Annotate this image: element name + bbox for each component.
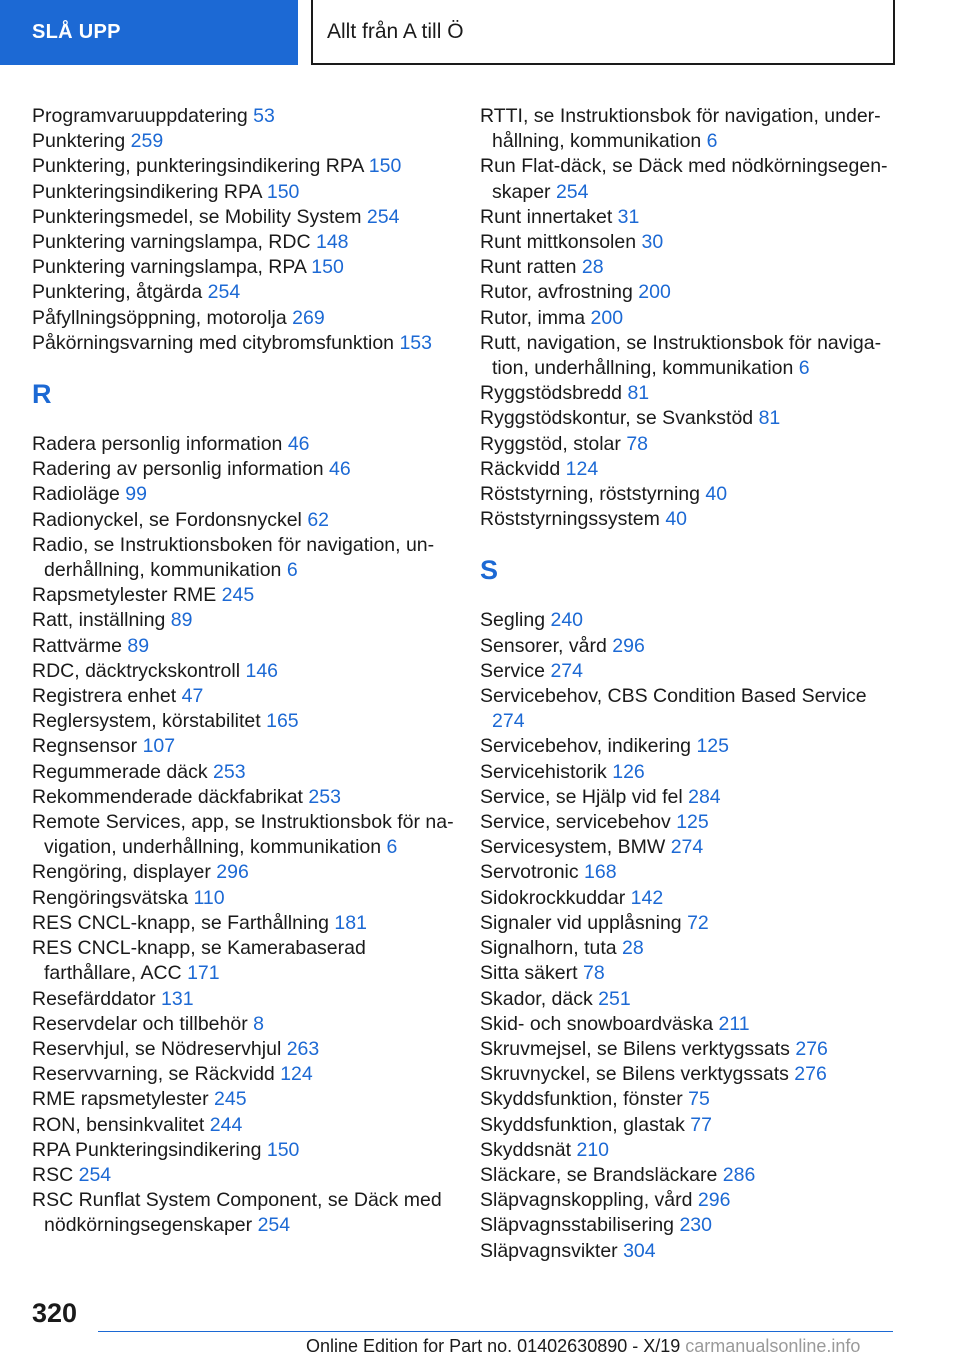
page-link[interactable]: 153 bbox=[399, 331, 432, 354]
index-entry bbox=[32, 608, 462, 633]
index-entry-text: RON, bensinkvalitet bbox=[32, 1113, 205, 1136]
index-entry bbox=[32, 860, 462, 885]
page-link[interactable]: 6 bbox=[286, 559, 298, 582]
index-entry bbox=[480, 734, 900, 759]
index-entry bbox=[32, 255, 462, 280]
index-entry-text: Radera personlig information bbox=[32, 433, 283, 456]
page-link[interactable]: 72 bbox=[687, 911, 709, 934]
page-link[interactable]: 263 bbox=[286, 1037, 320, 1060]
page-link[interactable]: 8 bbox=[253, 1012, 264, 1035]
index-entry bbox=[480, 255, 900, 280]
page-link[interactable]: 245 bbox=[214, 1088, 247, 1111]
page-number: 320 bbox=[32, 1298, 78, 1328]
index-entry-text: Rutt, navigation, se Instruktionsbok för navigation, underhållning, kommunikation bbox=[480, 331, 882, 380]
index-entry-text: Radio, se Instruktionsboken för navigation, underhållning, kommunikation bbox=[32, 533, 435, 582]
index-entry bbox=[480, 1062, 900, 1087]
index-entry-text: Servicehistorik bbox=[480, 760, 607, 783]
index-entry-text: Radering av personlig information bbox=[32, 458, 324, 481]
index-entry-text: Röststyrning, röststyrning bbox=[480, 483, 700, 506]
index-entry-text: Radioläge bbox=[32, 483, 120, 506]
index-letter-heading: S bbox=[480, 555, 499, 586]
index-column-right bbox=[480, 104, 900, 1264]
page-link[interactable]: 259 bbox=[130, 130, 164, 153]
page-link[interactable]: 240 bbox=[550, 609, 584, 632]
index-entry-text: Radionyckel, se Fordonsnyckel bbox=[32, 508, 302, 531]
page-link[interactable]: 40 bbox=[705, 483, 728, 506]
page-link[interactable]: 296 bbox=[216, 861, 249, 884]
index-entry bbox=[480, 936, 900, 961]
index-entry bbox=[32, 129, 462, 154]
index-entry-text: Punkteringsindikering RPA bbox=[32, 180, 262, 203]
index-entry-text: Skyddsfunktion, glastak bbox=[480, 1113, 685, 1136]
page-link[interactable]: 200 bbox=[638, 281, 671, 304]
index-entry-text: RME rapsmetylester bbox=[32, 1088, 209, 1111]
page-link[interactable]: 168 bbox=[584, 861, 617, 884]
index-entry-text: Regummerade däck bbox=[32, 760, 208, 783]
footer-rule bbox=[98, 1331, 893, 1332]
index-entry bbox=[32, 1163, 462, 1188]
index-entry bbox=[480, 987, 900, 1012]
index-entry bbox=[480, 331, 900, 381]
index-entry bbox=[32, 1012, 462, 1037]
page-link[interactable]: 75 bbox=[688, 1088, 710, 1111]
index-entry-text: Reservvarning, se Räckvidd bbox=[32, 1063, 275, 1086]
page-link[interactable]: 89 bbox=[170, 609, 193, 632]
page-link[interactable]: 28 bbox=[581, 256, 604, 279]
page-link[interactable]: 46 bbox=[287, 433, 310, 456]
page-link[interactable]: 125 bbox=[676, 811, 709, 834]
index-entry bbox=[480, 961, 900, 986]
index-entry-text: Punktering varningslampa, RPA bbox=[32, 256, 306, 279]
page-link[interactable]: 81 bbox=[627, 382, 650, 405]
page-link[interactable]: 107 bbox=[142, 735, 176, 758]
page-link[interactable]: 254 bbox=[366, 205, 400, 228]
index-entry-text: Rutor, imma bbox=[480, 306, 586, 329]
index-entry-text: Sensorer, vård bbox=[480, 634, 607, 657]
index-entry-text: Rapsmetylester RME bbox=[32, 584, 217, 607]
index-entry-text: Reservhjul, se Nödreservhjul bbox=[32, 1037, 282, 1060]
index-entry bbox=[32, 331, 462, 356]
index-entry-text: Remote Services, app, se Instruktionsbok för navigation, underhållning, kommunikation bbox=[32, 811, 454, 859]
index-entry-text: Punktering, punkteringsindikering RPA bbox=[32, 155, 364, 178]
index-entry bbox=[480, 886, 900, 911]
page-link[interactable]: 131 bbox=[161, 987, 194, 1010]
page-link[interactable]: 77 bbox=[690, 1113, 712, 1136]
index-entry bbox=[480, 205, 900, 230]
index-entry-text: RPA Punkteringsindikering bbox=[32, 1138, 262, 1161]
index-entry-text: Ryggstöd, stolar bbox=[480, 432, 621, 455]
page-link[interactable]: 211 bbox=[718, 1012, 750, 1035]
page-link[interactable]: 251 bbox=[598, 987, 631, 1010]
page-link[interactable]: 181 bbox=[334, 911, 367, 934]
index-entry bbox=[32, 659, 462, 684]
page-link[interactable]: 253 bbox=[308, 785, 341, 808]
index-entry bbox=[32, 533, 462, 583]
index-entry bbox=[480, 835, 900, 860]
index-entry bbox=[480, 104, 900, 154]
page-link[interactable]: 146 bbox=[245, 659, 279, 682]
page-link[interactable]: 276 bbox=[795, 1037, 828, 1060]
index-entry-text: Resefärddator bbox=[32, 987, 156, 1010]
index-entry bbox=[32, 230, 462, 255]
index-entry bbox=[480, 634, 900, 659]
index-entry bbox=[480, 280, 900, 305]
page-link[interactable]: 254 bbox=[78, 1163, 112, 1186]
index-entry-text: Ryggstödsbredd bbox=[480, 382, 623, 405]
page-link[interactable]: 30 bbox=[641, 231, 664, 254]
index-entry bbox=[480, 1012, 900, 1037]
index-entry bbox=[32, 684, 462, 709]
index-entry-text: Räckvidd bbox=[480, 457, 561, 480]
index-entry-text: Run Flat-däck, se Däck med nödkörningsegenskaper bbox=[480, 155, 888, 203]
index-entry-text: Släpvagnsstabilisering bbox=[480, 1214, 675, 1237]
index-entry-text: Runt ratten bbox=[480, 256, 577, 279]
index-entry-text: RSC bbox=[32, 1163, 74, 1186]
index-entry-text: RTTI, se Instruktionsbok för navigation, underhållning, kommunikation bbox=[480, 105, 881, 153]
index-entry-text: Röststyrningssystem bbox=[480, 508, 660, 531]
page-link[interactable]: 274 bbox=[492, 710, 525, 733]
page-link[interactable]: 47 bbox=[181, 685, 204, 708]
page-link[interactable]: 78 bbox=[582, 962, 605, 985]
index-entry-text: Reservdelar och tillbehör bbox=[32, 1012, 248, 1035]
page-link[interactable]: 244 bbox=[209, 1113, 243, 1136]
index-entry-text: Sidokrockkuddar bbox=[480, 886, 626, 909]
index-entry-text: Runt innertaket bbox=[480, 205, 613, 228]
page-link[interactable]: 150 bbox=[266, 1138, 300, 1161]
index-entry-text: Registrera enhet bbox=[32, 685, 177, 708]
page-link[interactable]: 274 bbox=[550, 659, 583, 682]
page-link[interactable]: 126 bbox=[612, 760, 645, 783]
index-entry-text: RSC Runflat System Component, se Däck med nödkörningsegenskaper bbox=[32, 1189, 442, 1237]
page-link[interactable]: 254 bbox=[257, 1214, 291, 1237]
index-entry bbox=[480, 1213, 900, 1238]
page-link[interactable]: 28 bbox=[622, 937, 644, 960]
index-entry-text: Påfyllningsöppning, motorolja bbox=[32, 306, 287, 329]
index-entry bbox=[32, 104, 462, 129]
page-link[interactable]: 99 bbox=[125, 483, 147, 506]
index-entry bbox=[32, 205, 462, 230]
index-entry bbox=[32, 1138, 462, 1163]
index-entry bbox=[480, 810, 900, 835]
page-link[interactable]: 245 bbox=[221, 584, 255, 607]
index-entry-text: Ryggstödskontur, se Svankstöd bbox=[480, 407, 754, 430]
index-entry bbox=[480, 911, 900, 936]
index-entry bbox=[480, 507, 900, 532]
index-column-left bbox=[32, 104, 462, 1239]
index-entry-text: Skid- och snowboardväska bbox=[480, 1012, 714, 1035]
index-entry bbox=[480, 457, 900, 482]
index-entry bbox=[32, 1113, 462, 1138]
page-link[interactable]: 6 bbox=[386, 836, 398, 859]
site-watermark: carmanualsonline.info bbox=[685, 1336, 861, 1356]
chapter-title-box bbox=[311, 0, 895, 65]
index-entry bbox=[32, 760, 462, 785]
page-link[interactable]: 148 bbox=[315, 231, 349, 254]
index-entry bbox=[32, 583, 462, 608]
index-entry bbox=[32, 911, 462, 936]
index-entry bbox=[480, 608, 900, 633]
index-entry-text: RES CNCL-knapp, se Kamerabaserad farthållare, ACC bbox=[32, 937, 366, 985]
index-entry bbox=[32, 1037, 462, 1062]
index-entry bbox=[32, 886, 462, 911]
index-entry-text: Skruvmejsel, se Bilens verktygssats bbox=[480, 1037, 790, 1060]
index-entry-text: Rattvärme bbox=[32, 634, 122, 657]
index-entry bbox=[32, 508, 462, 533]
index-entry bbox=[480, 1188, 900, 1213]
index-entry-text: Servicesystem, BMW bbox=[480, 836, 666, 859]
index-entry-text: Rutor, avfrostning bbox=[480, 281, 633, 304]
index-entry bbox=[480, 760, 900, 785]
index-entry-text: Segling bbox=[480, 609, 546, 632]
index-entry-text: Skyddsfunktion, fönster bbox=[480, 1088, 683, 1111]
page-link[interactable]: 171 bbox=[187, 962, 220, 985]
index-entry-text: Servotronic bbox=[480, 861, 579, 884]
index-entry-text: Släpvagnskoppling, vård bbox=[480, 1189, 693, 1212]
index-entry-text: Rengöringsvätska bbox=[32, 886, 189, 909]
index-entry bbox=[480, 1138, 900, 1163]
index-entry-text: Punktering bbox=[32, 130, 126, 153]
page-link[interactable]: 150 bbox=[368, 155, 402, 178]
index-entry bbox=[32, 1062, 462, 1087]
page-link[interactable]: 53 bbox=[253, 105, 275, 127]
page-link[interactable]: 150 bbox=[266, 180, 300, 203]
index-entry-text: Rengöring, displayer bbox=[32, 861, 211, 884]
page-link[interactable]: 78 bbox=[626, 432, 649, 455]
index-entry bbox=[32, 734, 462, 759]
index-entry-text: Service, servicebehov bbox=[480, 811, 671, 834]
index-entry-text: Sitta säkert bbox=[480, 962, 578, 985]
index-entry bbox=[480, 684, 900, 734]
section-tab bbox=[0, 0, 298, 65]
index-entry bbox=[32, 180, 462, 205]
page-link[interactable]: 125 bbox=[696, 735, 729, 758]
page-link[interactable]: 150 bbox=[311, 256, 344, 279]
page-link[interactable]: 89 bbox=[127, 634, 150, 657]
index-entry bbox=[480, 1239, 900, 1264]
index-entry bbox=[32, 634, 462, 659]
index-entry bbox=[32, 810, 462, 860]
page-link[interactable]: 6 bbox=[706, 130, 718, 153]
page-link[interactable]: 210 bbox=[576, 1138, 610, 1161]
index-entry bbox=[480, 659, 900, 684]
index-entry bbox=[32, 709, 462, 734]
index-entry-text: Servicebehov, indikering bbox=[480, 735, 692, 758]
edition-text: Online Edition for Part no. 01402630890 - X/19 bbox=[306, 1336, 681, 1356]
page-link[interactable]: 254 bbox=[555, 180, 589, 203]
index-entry bbox=[32, 482, 462, 507]
index-entry bbox=[480, 1163, 900, 1188]
index-entry-text: Runt mittkonsolen bbox=[480, 231, 637, 254]
index-entry bbox=[32, 306, 462, 331]
page-link[interactable]: 46 bbox=[329, 458, 351, 481]
chapter-title: Allt från A till Ö bbox=[327, 19, 464, 43]
page-link[interactable]: 124 bbox=[565, 457, 599, 480]
page-link[interactable]: 296 bbox=[697, 1189, 731, 1212]
page-link[interactable]: 6 bbox=[798, 357, 810, 380]
page-link[interactable]: 254 bbox=[207, 281, 241, 304]
index-entry-text: Släpvagnsvikter bbox=[480, 1239, 618, 1262]
index-entry bbox=[480, 1087, 900, 1112]
index-entry-text: Regnsensor bbox=[32, 735, 138, 758]
index-entry bbox=[480, 406, 900, 431]
index-entry bbox=[480, 785, 900, 810]
section-tab-label: SLÅ UPP bbox=[32, 21, 121, 43]
index-entry-text: Service, se Hjälp vid fel bbox=[480, 785, 683, 808]
page-link[interactable]: 230 bbox=[679, 1214, 712, 1237]
index-entry bbox=[480, 154, 900, 204]
index-entry bbox=[480, 482, 900, 507]
index-entry bbox=[480, 1037, 900, 1062]
page-link[interactable]: 296 bbox=[612, 634, 645, 657]
index-entry-text: RES CNCL-knapp, se Farthållning bbox=[32, 911, 329, 934]
index-entry-text: Punktering, åtgärda bbox=[32, 281, 203, 304]
index-letter-heading: R bbox=[32, 379, 52, 410]
index-entry bbox=[32, 987, 462, 1012]
page-link[interactable]: 124 bbox=[280, 1063, 313, 1086]
index-entry bbox=[32, 154, 462, 179]
page-link[interactable]: 304 bbox=[623, 1239, 656, 1262]
page-link[interactable]: 253 bbox=[213, 760, 246, 783]
index-entry bbox=[32, 280, 462, 305]
index-entry-text: Reglersystem, körstabilitet bbox=[32, 710, 261, 733]
index-entry bbox=[480, 432, 900, 457]
page-link[interactable]: 200 bbox=[590, 306, 624, 329]
page-link[interactable]: 274 bbox=[670, 836, 704, 859]
index-entry-text: Programvaruuppdatering bbox=[32, 105, 248, 127]
index-entry bbox=[32, 936, 462, 986]
index-entry-text: Rekommenderade däckfabrikat bbox=[32, 785, 303, 808]
index-entry-text: Signalhorn, tuta bbox=[480, 937, 617, 960]
index-entry-text: Skyddsnät bbox=[480, 1138, 572, 1161]
page-link[interactable]: 284 bbox=[688, 785, 721, 808]
page-link[interactable]: 142 bbox=[630, 886, 664, 909]
index-entry-text: Servicebehov, CBS Condition Based Service bbox=[480, 685, 867, 708]
index-entry-text: Punktering varningslampa, RDC bbox=[32, 231, 311, 254]
index-entry-text: Ratt, inställning bbox=[32, 609, 166, 632]
index-entry-text: Släckare, se Brandsläckare bbox=[480, 1163, 718, 1186]
index-entry-text: RDC, däcktryckskontroll bbox=[32, 659, 241, 682]
index-entry-text: Skador, däck bbox=[480, 987, 593, 1010]
page-link[interactable]: 165 bbox=[266, 710, 299, 733]
index-entry bbox=[32, 1087, 462, 1112]
index-entry bbox=[32, 432, 462, 457]
index-entry bbox=[480, 860, 900, 885]
page-link[interactable]: 31 bbox=[617, 205, 640, 228]
page-link[interactable]: 40 bbox=[665, 508, 688, 531]
index-entry bbox=[32, 1188, 462, 1238]
page-link[interactable]: 269 bbox=[292, 306, 325, 329]
index-entry-text: Punkteringsmedel, se Mobility System bbox=[32, 205, 362, 228]
index-entry bbox=[480, 1113, 900, 1138]
page-link[interactable]: 110 bbox=[193, 886, 225, 909]
index-entry bbox=[480, 230, 900, 255]
index-entry bbox=[480, 381, 900, 406]
page-link[interactable]: 62 bbox=[307, 508, 330, 531]
page-link[interactable]: 81 bbox=[758, 407, 781, 430]
index-entry bbox=[32, 457, 462, 482]
page-link[interactable]: 276 bbox=[794, 1063, 827, 1086]
index-entry bbox=[480, 306, 900, 331]
index-entry-text: Skruvnyckel, se Bilens verktygssats bbox=[480, 1063, 789, 1086]
index-entry-text: Service bbox=[480, 659, 546, 682]
footer-edition bbox=[306, 1336, 860, 1357]
page-link[interactable]: 286 bbox=[722, 1163, 756, 1186]
index-entry-text: Signaler vid upplåsning bbox=[480, 911, 682, 934]
index-entry-text: Påkörningsvarning med citybromsfunktion bbox=[32, 331, 395, 354]
index-entry bbox=[32, 785, 462, 810]
